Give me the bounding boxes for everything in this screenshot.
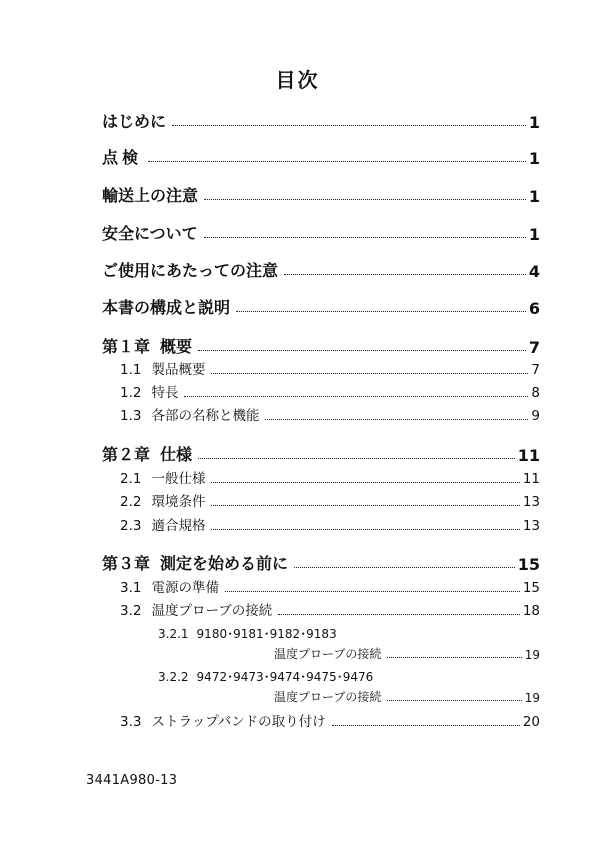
section-title: 電源の準備 (151, 580, 219, 596)
toc-section-2-2[interactable] (120, 492, 540, 510)
toc-entry-label: 本書の構成と説明 (102, 298, 231, 317)
toc-entry-page: 15 (522, 580, 540, 596)
toc-entry-introduction[interactable] (102, 110, 540, 132)
section-number: 1.2 (120, 385, 142, 401)
toc-section-3-1[interactable] (120, 578, 540, 596)
toc-entry-page: 13 (522, 518, 540, 534)
toc-entry-page: 4 (528, 262, 540, 281)
section-number: 1.3 (120, 408, 142, 424)
toc-subsection-3-2-2[interactable] (274, 689, 540, 705)
toc-entry-page: 19 (524, 691, 540, 705)
toc-entry-label: 輸送上の注意 (102, 186, 199, 205)
leader-dots (294, 567, 515, 568)
leader-dots (278, 614, 520, 615)
toc-entry-page: 11 (517, 446, 540, 465)
leader-dots (204, 199, 526, 200)
toc-entry-page: 15 (517, 555, 540, 574)
leader-dots (211, 529, 519, 530)
toc-entry-safety[interactable] (102, 222, 540, 244)
section-number: 2.1 (120, 471, 142, 487)
toc-section-2-3[interactable] (120, 516, 540, 534)
toc-section-1-1[interactable] (120, 360, 540, 378)
leader-dots (172, 125, 526, 126)
leader-dots (148, 161, 526, 162)
subsection-model-list: 9180･9181･9182･9183 (196, 627, 337, 641)
chapter-title: 測定を始める前に (160, 554, 289, 573)
toc-subsection-3-2-1-heading (158, 625, 337, 642)
toc-section-1-3[interactable] (120, 406, 540, 424)
subsection-number: 3.2.1 (158, 627, 189, 641)
toc-chapter-2[interactable] (102, 443, 540, 465)
document-code: 3441A980-13 (86, 773, 178, 788)
section-title: 環境条件 (151, 494, 206, 510)
section-number: 3.3 (120, 714, 142, 730)
section-title: ストラップバンドの取り付け (151, 714, 326, 730)
subsection-model-list: 9472･9473･9474･9475･9476 (196, 670, 374, 684)
section-title: 温度プローブの接続 (151, 603, 273, 619)
toc-entry-page: 18 (522, 603, 540, 619)
toc-entry-page: 6 (528, 299, 540, 318)
toc-entry-page: 1 (528, 187, 540, 206)
toc-chapter-1[interactable] (102, 335, 540, 357)
leader-dots (387, 700, 521, 701)
toc-chapter-3[interactable] (102, 552, 540, 574)
toc-entry-inspection[interactable] (102, 146, 540, 168)
section-number: 2.3 (120, 518, 142, 534)
section-number: 3.1 (120, 580, 142, 596)
toc-entry-usage-notes[interactable] (102, 259, 540, 281)
toc-entry-label: はじめに (102, 112, 167, 131)
subsection-number: 3.2.2 (158, 670, 189, 684)
section-number: 1.1 (120, 362, 142, 378)
toc-entry-page: 13 (522, 494, 540, 510)
toc-entry-shipping[interactable] (102, 184, 540, 206)
toc-entry-page: 7 (528, 338, 540, 357)
leader-dots (236, 311, 526, 312)
leader-dots (225, 591, 520, 592)
toc-entry-page: 1 (528, 113, 540, 132)
leader-dots (198, 350, 526, 351)
section-number: 3.2 (120, 603, 142, 619)
subsection-title: 温度プローブの接続 (274, 690, 382, 704)
chapter-title: 仕様 (160, 445, 193, 464)
toc-entry-page: 1 (528, 149, 540, 168)
toc-entry-page: 1 (528, 225, 540, 244)
toc-entry-page: 20 (522, 714, 540, 730)
leader-dots (211, 373, 528, 374)
toc-entry-label: 点検 (102, 148, 143, 167)
leader-dots (211, 482, 519, 483)
chapter-title: 概要 (160, 337, 193, 356)
leader-dots (387, 657, 521, 658)
leader-dots (211, 505, 519, 506)
toc-entry-label: ご使用にあたっての注意 (102, 261, 279, 280)
chapter-number: 第２章 (102, 445, 151, 464)
chapter-number: 第３章 (102, 554, 151, 573)
toc-entry-page: 7 (531, 362, 540, 378)
leader-dots (198, 458, 515, 459)
toc-section-3-3[interactable] (120, 712, 540, 730)
leader-dots (184, 396, 528, 397)
toc-section-1-2[interactable] (120, 383, 540, 401)
toc-entry-manual-structure[interactable] (102, 296, 540, 318)
chapter-number: 第１章 (102, 337, 151, 356)
section-title: 製品概要 (151, 362, 206, 378)
leader-dots (332, 725, 520, 726)
section-title: 一般仕様 (151, 471, 206, 487)
leader-dots (284, 274, 526, 275)
toc-subsection-3-2-2-heading (158, 668, 373, 685)
subsection-title: 温度プローブの接続 (274, 647, 382, 661)
toc-entry-page: 19 (524, 648, 540, 662)
toc-subsection-3-2-1[interactable] (274, 646, 540, 662)
toc-section-2-1[interactable] (120, 469, 540, 487)
leader-dots (204, 237, 526, 238)
page-title: 目次 (275, 68, 320, 92)
toc-entry-page: 9 (531, 408, 540, 424)
toc-entry-page: 8 (531, 385, 540, 401)
toc-section-3-2[interactable] (120, 601, 540, 619)
section-title: 各部の名称と機能 (151, 408, 260, 424)
section-number: 2.2 (120, 494, 142, 510)
leader-dots (265, 419, 528, 420)
section-title: 特長 (151, 385, 179, 401)
toc-entry-page: 11 (522, 471, 540, 487)
section-title: 適合規格 (151, 518, 206, 534)
toc-entry-label: 安全について (102, 224, 198, 243)
